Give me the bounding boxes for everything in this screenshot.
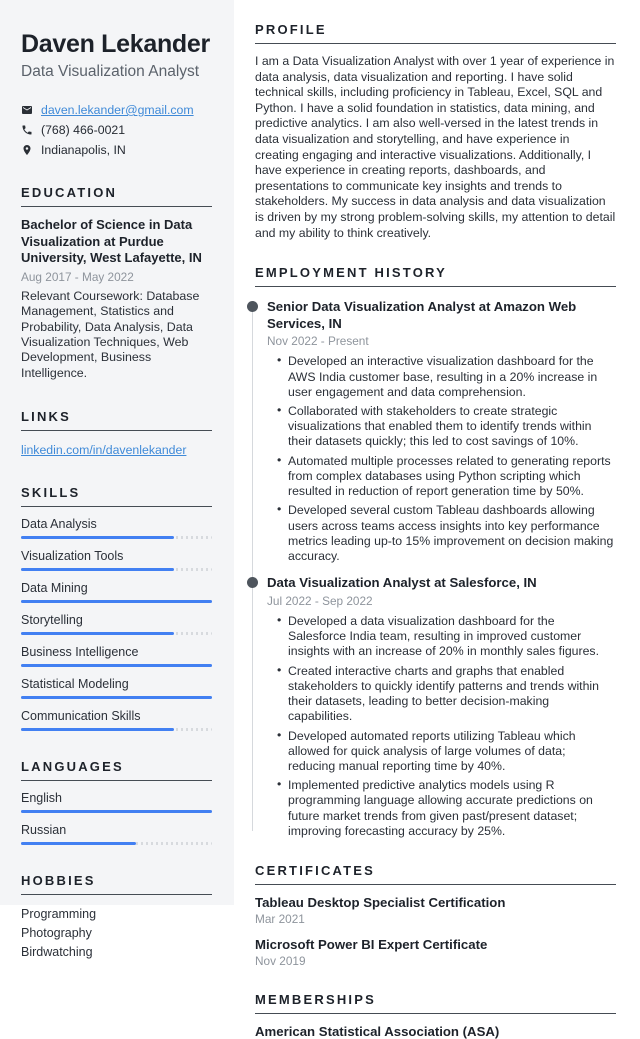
contact-info [21, 103, 212, 157]
education-section [21, 185, 212, 381]
meter-label: Storytelling [21, 613, 83, 628]
meter-item [21, 549, 212, 571]
employment-heading: EMPLOYMENT HISTORY [255, 265, 616, 287]
education-dates: Aug 2017 - May 2022 [21, 269, 134, 284]
job-bullet: • Developed automated reports utilizing Tableau which allowed for quick analysis of large volumes of data; reducing manual reporting time by 40%. [277, 729, 616, 775]
education-heading: EDUCATION [21, 185, 212, 207]
hobbies-list [21, 905, 212, 962]
meter-label: Data Mining [21, 581, 88, 596]
linkedin-link[interactable]: linkedin.com/in/davenlekander [21, 443, 187, 458]
link-item [21, 443, 212, 457]
memberships-list [255, 1024, 616, 1039]
meter-label: English [21, 791, 62, 806]
job-entry [255, 575, 616, 839]
map-pin-icon [21, 144, 33, 156]
contact-email-row [21, 103, 212, 117]
meter-label: Visualization Tools [21, 549, 124, 564]
hobby-item: Programming [21, 907, 97, 922]
meter-bar-fill [21, 632, 174, 635]
timeline-dot-icon [247, 301, 258, 312]
meter-bar-fill [21, 696, 212, 699]
job-bullet: • Implemented predictive analytics models using R programming language allowing accurate predictions on future market trends from given past/present dataset; improving forecasting accuracy by 25%. [277, 778, 616, 839]
meter-bar-fill [21, 664, 212, 667]
hobby-item: Photography [21, 926, 92, 941]
contact-location-row [21, 143, 212, 157]
meter-bar-fill [21, 810, 212, 813]
employment-timeline [255, 299, 616, 839]
meter-bar-track [21, 728, 212, 731]
meter-label: Business Intelligence [21, 645, 139, 660]
meter-bar-fill [21, 728, 174, 731]
job-bullet: • Developed an interactive visualization dashboard for the AWS India customer base, resulting in a 20% increase in user engagement and data comprehension. [277, 354, 616, 400]
certificate-date: Mar 2021 [255, 912, 305, 927]
hobbies-section [21, 873, 212, 962]
languages-heading: LANGUAGES [21, 759, 212, 781]
memberships-section [255, 992, 616, 1039]
certificate-item [255, 895, 616, 926]
languages-list [21, 791, 212, 845]
links-list [21, 443, 212, 457]
job-bullet: • Developed a data visualization dashboard for the Salesforce India team, resulting in improved customer insights with an increase of 20% in monthly sales figures. [277, 614, 616, 660]
job-bullet-list [267, 614, 616, 839]
job-entry [255, 299, 616, 564]
profile-heading: PROFILE [255, 22, 616, 44]
skills-heading: SKILLS [21, 485, 212, 507]
degree-title: Bachelor of Science in Data Visualization at Purdue University, West Lafayette, IN [21, 217, 202, 266]
meter-bar-track [21, 536, 212, 539]
sidebar [0, 0, 234, 960]
meter-bar-fill [21, 568, 174, 571]
certificates-list [255, 895, 616, 968]
job-title: Senior Data Visualization Analyst at Amazon Web Services, IN [267, 299, 577, 331]
skills-list [21, 517, 212, 731]
skills-section [21, 485, 212, 731]
meter-bar-track [21, 568, 212, 571]
meter-label: Statistical Modeling [21, 677, 129, 692]
memberships-heading: MEMBERSHIPS [255, 992, 616, 1014]
person-name: Daven Lekander [21, 30, 210, 58]
employment-section [255, 265, 616, 839]
meter-item [21, 645, 212, 667]
meter-item [21, 581, 212, 603]
profile-section [255, 22, 616, 241]
job-bullet: • Created interactive charts and graphs that enabled stakeholders to quickly identify patterns and trends within their datasets, leading to better decision-making capabilities. [277, 664, 616, 725]
certificate-item [255, 937, 616, 968]
languages-section [21, 759, 212, 845]
phone-number: (768) 466-0021 [41, 123, 126, 137]
person-job-title: Data Visualization Analyst [21, 63, 200, 80]
certificates-section [255, 863, 616, 968]
certificate-date: Nov 2019 [255, 954, 306, 969]
profile-text: I am a Data Visualization Analyst with over 1 year of experience in data analysis, data visualization and reporting. I have solid technical skills, including proficiency in Tableau, Excel, SQL and Python. I have a solid foundation in statistics, data mining, and predictive analytics. I am also well-versed in the latest trends in data visualization and storytelling, and have experience in creating engaging and interactive visualizations. Additionally, I have experience in creating reports, dashboards, and presentations to communicate key insights and trends to stakeholders. My success in data analysis and data visualization is driven by my strong problem-solving skills, my attention to detail and my ability to think creatively. [255, 54, 616, 240]
meter-bar-track [21, 600, 212, 603]
meter-bar-track [21, 842, 212, 845]
meter-item [21, 613, 212, 635]
timeline-dot-icon [247, 577, 258, 588]
job-dates: Nov 2022 - Present [267, 334, 369, 349]
meter-item [21, 791, 212, 813]
membership-title: American Statistical Association (ASA) [255, 1024, 500, 1039]
job-bullet: • Developed several custom Tableau dashboards allowing users across teams access insights into key performance metrics leading up-to 15% improvement on decision making accuracy. [277, 503, 616, 564]
certificates-heading: CERTIFICATES [255, 863, 616, 885]
email-link[interactable]: daven.lekander@gmail.com [41, 103, 194, 117]
meter-bar-track [21, 664, 212, 667]
links-section [21, 409, 212, 457]
meter-label: Communication Skills [21, 709, 141, 724]
job-title: Data Visualization Analyst at Salesforce, IN [267, 575, 537, 591]
meter-item [21, 709, 212, 731]
meter-label: Data Analysis [21, 517, 97, 532]
meter-item [21, 517, 212, 539]
job-bullet: • Collaborated with stakeholders to create strategic visualizations that enabled them to identify trends within their datasets quickly; this led to cost savings of 10%. [277, 404, 616, 450]
meter-bar-fill [21, 536, 174, 539]
envelope-icon [21, 104, 33, 116]
main-column [255, 22, 616, 1039]
meter-bar-track [21, 696, 212, 699]
hobby-item: Birdwatching [21, 945, 93, 960]
job-dates: Jul 2022 - Sep 2022 [267, 593, 373, 608]
location-text: Indianapolis, IN [41, 143, 126, 157]
meter-bar-fill [21, 842, 136, 845]
education-description: Relevant Coursework: Database Management, Statistics and Probability, Data Analysis, Data Visualization Techniques, Web Development, Business Intelligence. [21, 288, 200, 380]
contact-phone-row [21, 123, 212, 137]
phone-icon [21, 124, 33, 136]
job-bullet-list [267, 354, 616, 564]
links-heading: LINKS [21, 409, 212, 431]
meter-bar-fill [21, 600, 212, 603]
meter-label: Russian [21, 823, 67, 838]
certificate-title: Tableau Desktop Specialist Certification [255, 895, 506, 911]
meter-bar-track [21, 810, 212, 813]
meter-bar-track [21, 632, 212, 635]
hobbies-heading: HOBBIES [21, 873, 212, 895]
meter-item [21, 823, 212, 845]
certificate-title: Microsoft Power BI Expert Certificate [255, 937, 488, 953]
job-bullet: • Automated multiple processes related to generating reports from complex databases using Python scripting which resulted in reduction of report generation time by 50%. [277, 454, 616, 500]
meter-item [21, 677, 212, 699]
